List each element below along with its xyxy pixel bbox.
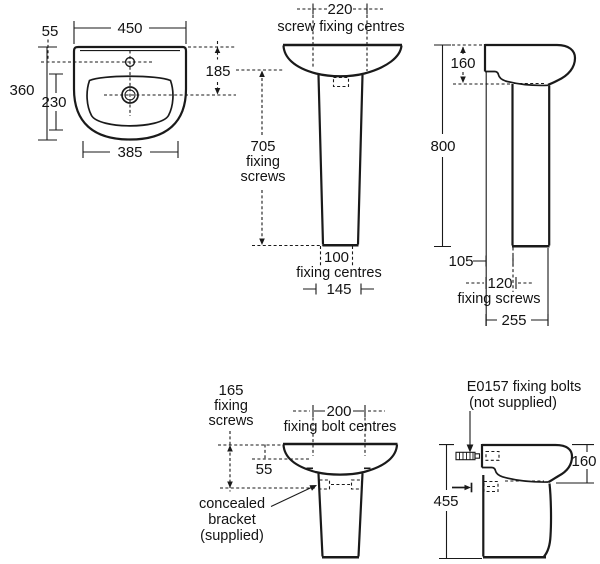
bracket-caption-3: (supplied) bbox=[200, 528, 264, 544]
pedestal-front-bolt bbox=[544, 484, 551, 557]
dim-base-fixing-centres: 100 bbox=[323, 249, 350, 266]
dim-tap-offset: 55 bbox=[41, 23, 59, 40]
wall-bolt-hidden-nut bbox=[486, 452, 499, 461]
dim-rim-to-bolt: 55 bbox=[255, 461, 273, 478]
basin-body-bracket bbox=[284, 445, 398, 475]
basin-side-view bbox=[430, 44, 575, 329]
bolt-centres-caption: fixing bolt centres bbox=[283, 419, 397, 435]
basin-height-arrow-up bbox=[460, 47, 466, 54]
basin-front-view bbox=[236, 1, 405, 298]
basin-underside-bolt bbox=[482, 468, 549, 483]
bracket-leader-line bbox=[271, 487, 314, 507]
dim-wall-to-pedestal: 105 bbox=[448, 253, 474, 270]
bracket-bolt-head bbox=[465, 485, 472, 491]
dim-overall-depth: 360 bbox=[9, 82, 35, 99]
bracket-caption-2: bracket bbox=[208, 512, 256, 528]
dim-bolt-centres: 200 bbox=[326, 403, 352, 420]
dim-overall-height: 800 bbox=[430, 138, 456, 155]
bracket-screw-arrow-up bbox=[227, 445, 233, 452]
bracket-screw-arrow-down bbox=[227, 482, 233, 489]
bracket-bolt-hidden bbox=[484, 482, 498, 492]
basin-profile bbox=[485, 45, 575, 85]
bolts-caption-1: E0157 fixing bolts bbox=[466, 379, 582, 395]
basin-height-arrow-down bbox=[460, 77, 466, 84]
bolt-side-view bbox=[433, 379, 596, 559]
dim-185-arrow-up bbox=[215, 47, 221, 53]
screw-centres-caption: screw fixing centres bbox=[277, 19, 405, 35]
basin-body bbox=[284, 46, 402, 77]
screw-height-arrow-up bbox=[259, 71, 265, 78]
bracket-screw-caption-1: fixing bbox=[214, 398, 248, 414]
dim-floor-screw-offset: 120 bbox=[487, 275, 513, 292]
dim-overall-width: 450 bbox=[117, 20, 143, 37]
dim-screw-height: 705 bbox=[250, 138, 276, 155]
dim-105-lines bbox=[473, 256, 513, 267]
dim-bolt-height: 455 bbox=[433, 493, 459, 510]
bracket-caption-1: concealed bbox=[198, 496, 266, 512]
pedestal-sides bbox=[319, 75, 363, 245]
dim-base-width: 385 bbox=[117, 144, 143, 161]
dim-bracket-screw-height: 165 bbox=[218, 382, 244, 399]
bracket-hidden-right bbox=[352, 480, 362, 489]
bolt-leader-arrowhead bbox=[467, 445, 474, 453]
pedestal-slot-hidden bbox=[334, 78, 349, 87]
screw-height-caption-1: fixing bbox=[246, 154, 280, 170]
dim-base-depth: 145 bbox=[326, 281, 352, 298]
dim-basin-height: 160 bbox=[450, 55, 476, 72]
base-fixing-caption: fixing centres bbox=[296, 265, 382, 281]
dim-overall-depth-side: 255 bbox=[501, 312, 527, 329]
dim-waste-offset: 185 bbox=[205, 63, 231, 80]
screw-height-caption-2: screws bbox=[240, 169, 286, 185]
pedestal-sides-bracket bbox=[319, 474, 363, 557]
basin-top-view bbox=[9, 20, 236, 161]
bracket-hidden-left bbox=[320, 480, 330, 489]
dim-bowl-depth: 230 bbox=[41, 94, 67, 111]
dim-screw-centres: 220 bbox=[327, 1, 353, 18]
bracket-front-view bbox=[199, 382, 398, 557]
bracket-screw-caption-2: screws bbox=[208, 413, 254, 429]
dim-185-arrow-down bbox=[215, 88, 221, 95]
screw-height-arrow-down bbox=[259, 239, 265, 246]
wall-bolt-tip bbox=[475, 454, 480, 458]
dim-basin-height-bolt: 160 bbox=[571, 453, 597, 470]
wall-bolt-body bbox=[456, 452, 475, 459]
floor-screw-caption: fixing screws bbox=[457, 291, 541, 307]
bolts-caption-2: (not supplied) bbox=[469, 395, 557, 411]
basin-profile-bolt bbox=[482, 445, 572, 482]
